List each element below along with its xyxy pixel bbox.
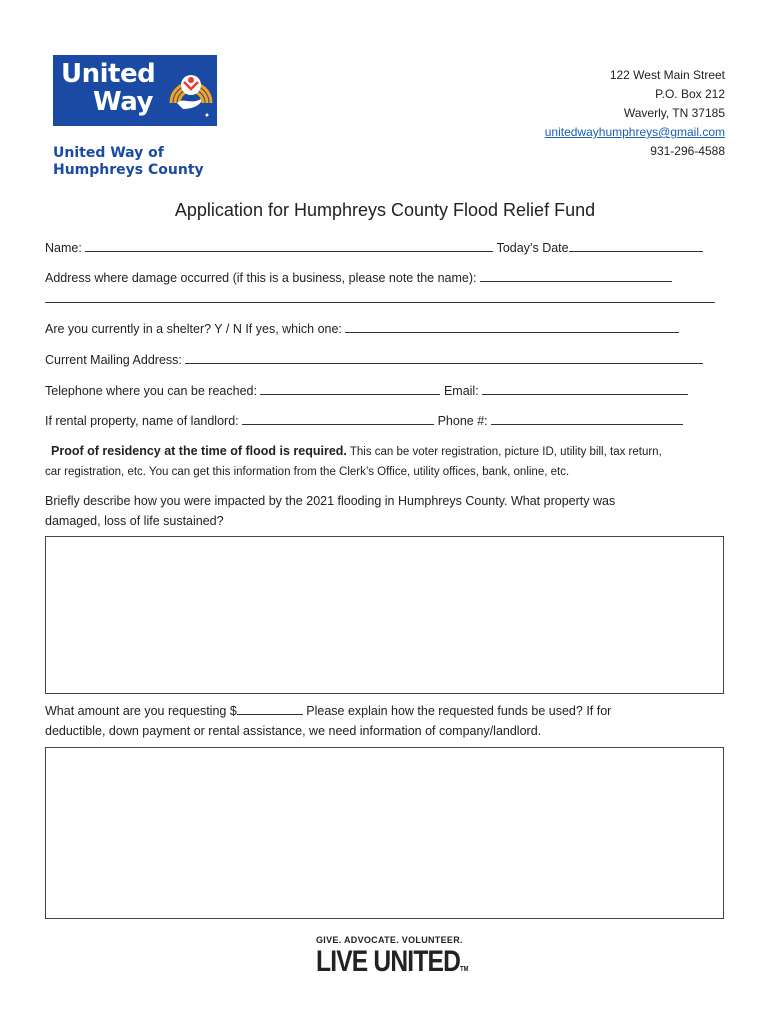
shelter-field[interactable] — [345, 320, 679, 333]
shelter-row — [45, 320, 679, 336]
email-field[interactable] — [482, 382, 688, 395]
amount-field[interactable] — [237, 702, 303, 715]
trademark-mark: TM — [460, 966, 469, 973]
describe-line2: damaged, loss of life sustained? — [45, 514, 224, 528]
address-phone: 931-296-4588 — [650, 144, 725, 158]
contact-address — [545, 66, 725, 161]
impact-description-box[interactable] — [45, 536, 724, 694]
damage-address-field-2[interactable] — [45, 290, 715, 303]
telephone-label: Telephone where you can be reached: — [45, 384, 257, 398]
live-united-text: LIVE UNITED — [316, 945, 461, 978]
name-field[interactable] — [85, 239, 493, 252]
mailing-label: Current Mailing Address: — [45, 353, 182, 367]
footer-live-united — [316, 945, 468, 979]
telephone-row — [45, 382, 688, 398]
address-city: Waverly, TN 37185 — [623, 106, 725, 120]
address-street: 122 West Main Street — [609, 68, 725, 82]
name-label: Name: — [45, 241, 82, 255]
org-name — [53, 145, 204, 179]
phone-label: Phone #: — [437, 414, 488, 428]
damage-address-field[interactable] — [480, 269, 672, 282]
amount-explain: Please explain how the requested funds be used? If for — [302, 704, 612, 718]
footer-tagline: GIVE. ADVOCATE. VOLUNTEER. — [316, 935, 463, 945]
amount-label: What amount are you requesting $ — [45, 704, 237, 718]
address-po-box: P.O. Box 212 — [655, 87, 725, 101]
funds-explanation-box[interactable] — [45, 747, 724, 919]
org-name-line1: United Way of — [53, 145, 164, 161]
email-label: Email: — [443, 384, 479, 398]
date-field[interactable] — [569, 239, 703, 252]
name-row — [45, 239, 703, 255]
amount-line2: deductible, down payment or rental assistance, we need information of company/landlord. — [45, 724, 542, 738]
damage-address-label: Address where damage occurred (if this is a business, please note the name): — [45, 271, 477, 285]
landlord-row — [45, 412, 683, 428]
shelter-label: Are you currently in a shelter? Y / N If yes, which one: — [45, 322, 342, 336]
united-way-logo — [53, 55, 217, 126]
logo-word-way: Way — [93, 87, 153, 117]
proof-note — [45, 441, 725, 482]
describe-line1: Briefly describe how you were impacted by the 2021 flooding in Humphreys County. What property was — [45, 494, 616, 508]
proof-line2: car registration, etc. You can get this information from the Clerk’s Office, utility offices, bank, online, etc. — [45, 466, 570, 478]
date-label: Today’s Date — [496, 241, 569, 255]
telephone-field[interactable] — [260, 382, 440, 395]
describe-prompt — [45, 491, 725, 531]
org-name-line2: Humphreys County — [53, 162, 204, 178]
landlord-label: If rental property, name of landlord: — [45, 414, 239, 428]
landlord-phone-field[interactable] — [491, 412, 683, 425]
proof-bold: Proof of residency at the time of flood is required. — [51, 444, 347, 458]
mailing-field[interactable] — [185, 351, 703, 364]
united-way-hand-emblem-icon — [169, 63, 213, 119]
logo-word-united: United — [61, 59, 156, 89]
amount-prompt — [45, 701, 725, 741]
landlord-field[interactable] — [242, 412, 434, 425]
damage-address-row-2 — [45, 290, 715, 306]
proof-line1: This can be voter registration, picture ID, utility bill, tax return, — [346, 446, 662, 458]
address-email-link[interactable]: unitedwayhumphreys@gmail.com — [544, 125, 725, 139]
mailing-row — [45, 351, 703, 367]
page-title: Application for Humphreys County Flood Relief Fund — [174, 200, 596, 220]
damage-address-row — [45, 269, 672, 285]
